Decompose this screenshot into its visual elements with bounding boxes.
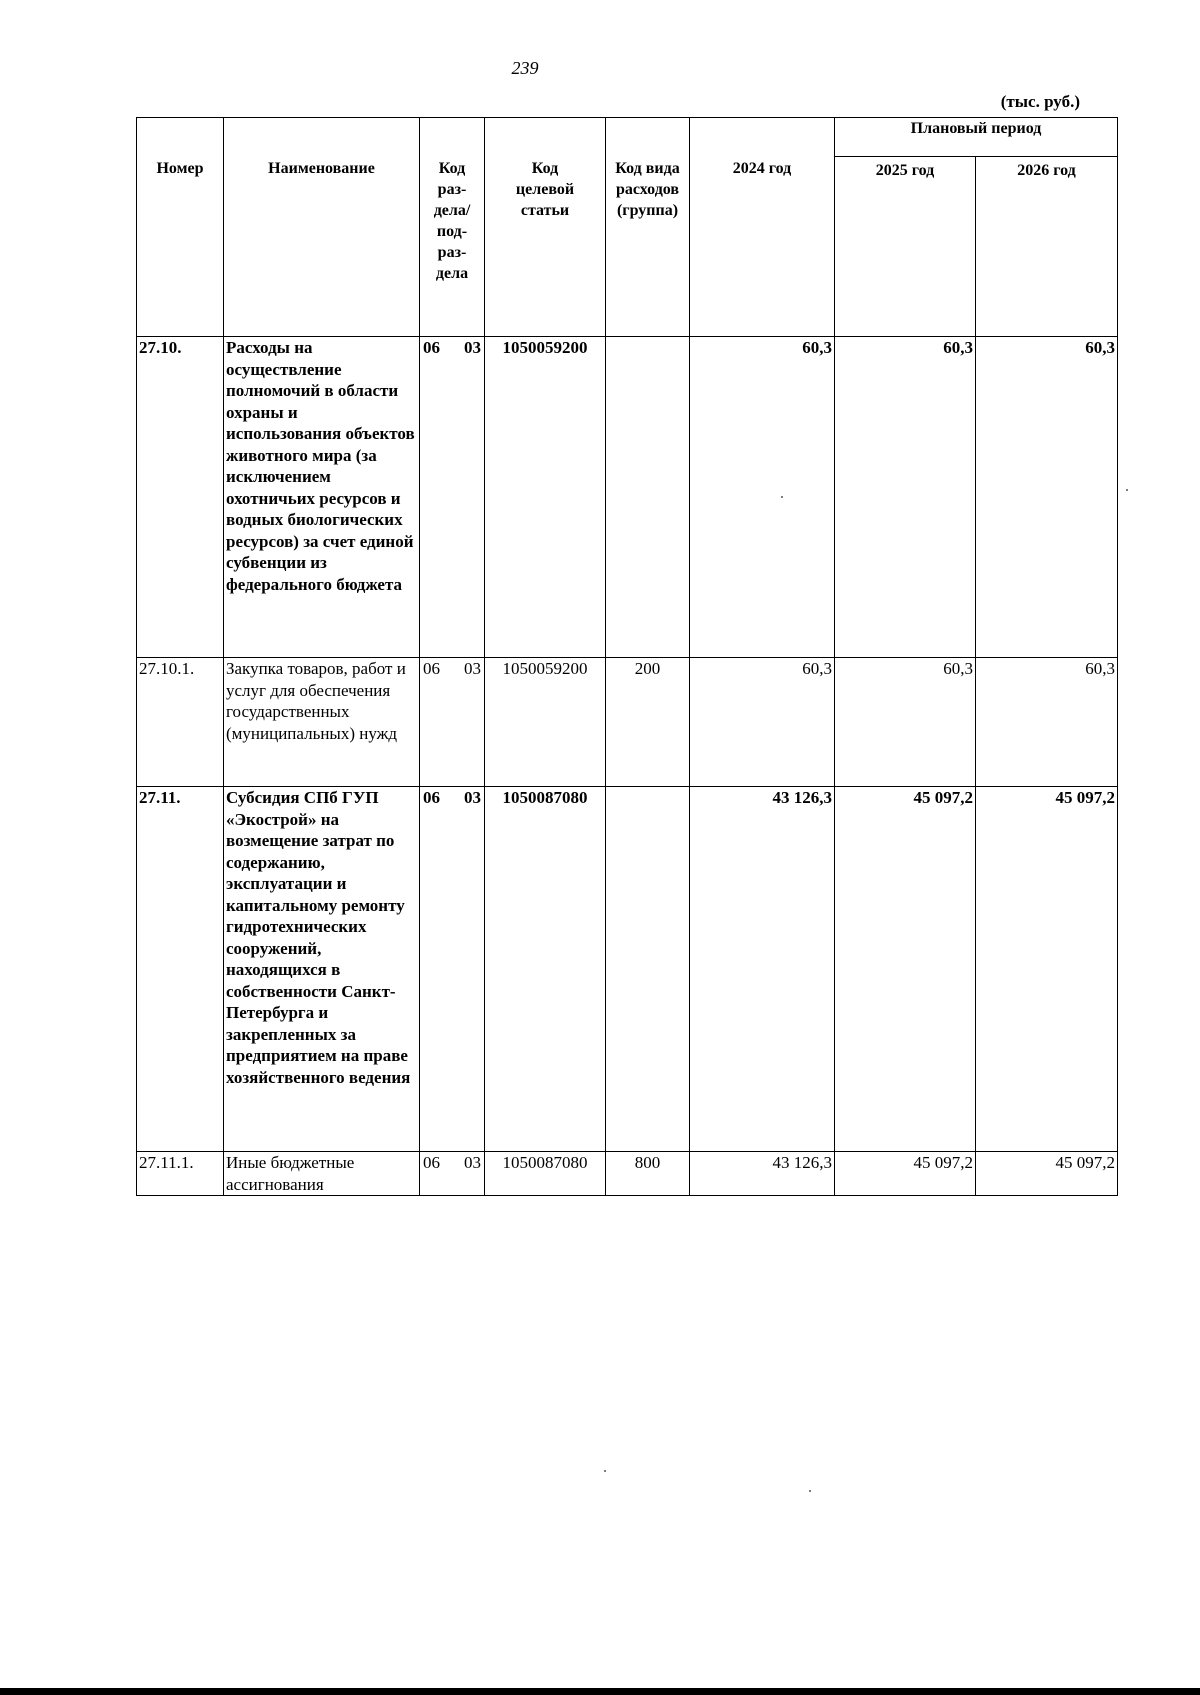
scan-speck: [809, 1490, 811, 1492]
table-row: [137, 337, 1118, 658]
row-section-code: [420, 787, 485, 1152]
row-number: 27.11.: [137, 787, 224, 1152]
header-target-code: Код целевой статьи: [485, 118, 606, 337]
header-name: Наименование: [224, 118, 420, 337]
row-2025-value: 60,3: [835, 337, 976, 658]
row-2026-value: 45 097,2: [976, 1152, 1118, 1196]
row-name: Закупка товаров, работ и услуг для обеспечения государственных (муниципальных) нужд: [224, 658, 420, 787]
row-number: 27.10.: [137, 337, 224, 658]
row-expense-type: 200: [606, 658, 690, 787]
row-2024-value: 43 126,3: [690, 1152, 835, 1196]
row-2024-value: 60,3: [690, 658, 835, 787]
row-name: Иные бюджетные ассигнования: [224, 1152, 420, 1196]
header-expense-type: Код вида расходов (группа): [606, 118, 690, 337]
row-2025-value: 60,3: [835, 658, 976, 787]
header-2026: 2026 год: [976, 157, 1118, 337]
header-number: Номер: [137, 118, 224, 337]
page-number: 239: [511, 58, 539, 78]
row-section-code: [420, 337, 485, 658]
row-2024-value: 60,3: [690, 337, 835, 658]
row-target-code: 1050087080: [485, 1152, 606, 1196]
table-row: [137, 787, 1118, 1152]
row-expense-type: [606, 787, 690, 1152]
header-planning-period: Плановый период: [835, 118, 1118, 157]
table-row: [137, 1152, 1118, 1196]
row-subsection: 03: [464, 1153, 481, 1172]
row-section: 06: [423, 788, 440, 807]
scan-speck: [781, 496, 783, 498]
row-section: 06: [423, 338, 440, 357]
row-section: 06: [423, 659, 440, 678]
header-2024: 2024 год: [690, 118, 835, 337]
row-name: Расходы на осуществление полномочий в области охраны и использования объектов животного мира (за исключением охотничьих ресурсов и водных биологических ресурсов) за счет единой субвенции из федерального бюджета: [224, 337, 420, 658]
row-target-code: 1050059200: [485, 337, 606, 658]
row-name: Субсидия СПб ГУП «Экострой» на возмещение затрат по содержанию, эксплуатации и капитальному ремонту гидротехнических сооружений, находящихся в собственности Санкт-Петербурга и закрепленных за предприятием на праве хозяйственного ведения: [224, 787, 420, 1152]
row-2025-value: 45 097,2: [835, 1152, 976, 1196]
budget-table: [136, 117, 1118, 1196]
row-2024-value: 43 126,3: [690, 787, 835, 1152]
row-expense-type: 800: [606, 1152, 690, 1196]
row-2026-value: 60,3: [976, 337, 1118, 658]
row-target-code: 1050087080: [485, 787, 606, 1152]
row-subsection: 03: [464, 659, 481, 678]
row-2026-value: 60,3: [976, 658, 1118, 787]
row-subsection: 03: [464, 788, 481, 807]
row-number: 27.10.1.: [137, 658, 224, 787]
row-number: 27.11.1.: [137, 1152, 224, 1196]
row-section-code: [420, 1152, 485, 1196]
row-2025-value: 45 097,2: [835, 787, 976, 1152]
row-expense-type: [606, 337, 690, 658]
table-row: [137, 658, 1118, 787]
row-section: 06: [423, 1153, 440, 1172]
header-row: [137, 118, 1118, 157]
header-section-code: Код раз-дела/ под-раз-дела: [420, 118, 485, 337]
scan-speck: [604, 1470, 606, 1472]
header-2025: 2025 год: [835, 157, 976, 337]
row-target-code: 1050059200: [485, 658, 606, 787]
units-label: (тыс. руб.): [1000, 92, 1080, 111]
row-section-code: [420, 658, 485, 787]
row-subsection: 03: [464, 338, 481, 357]
scan-bottom-edge: [0, 1688, 1200, 1695]
row-2026-value: 45 097,2: [976, 787, 1118, 1152]
scan-speck: [1126, 489, 1128, 491]
